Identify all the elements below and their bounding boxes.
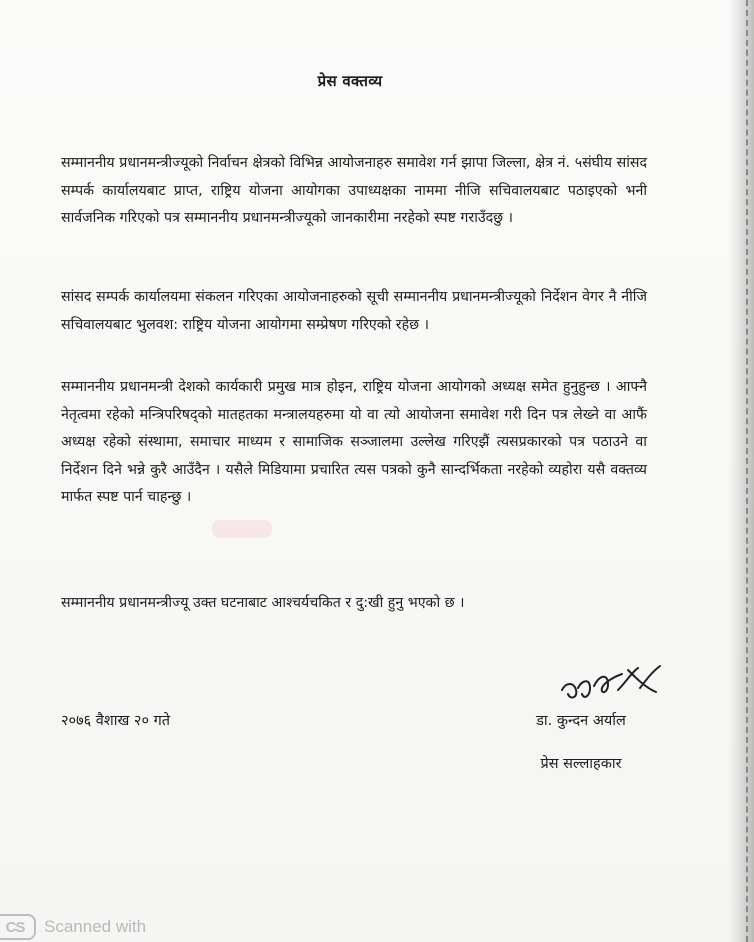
stain-mark	[212, 520, 272, 538]
document-title: प्रेस वक्तव्य	[317, 72, 383, 90]
paragraph-3: सम्माननीय प्रधानमन्त्री देशको कार्यकारी प्रमुख मात्र होइन, राष्ट्रिय योजना आयोगको अध्यक्ष समेत हुनुहुन्छ । आफ्नै नेतृत्वमा रहेको मन्त्रिपरिषद्को मातहतका मन्त्रालयहरुमा यो वा त्यो आयोजना समावेश गरी दिन पत्र लेख्ने वा आफैं अध्यक्ष रहेको संस्थामा, समाचार माध्यम र सामाजिक सञ्जालमा उल्लेख गरिएझैं त्यसप्रकारको पत्र पठाउने वा निर्देशन दिने भन्ने कुरै आउँदैन । यसैले मिडियामा प्रचारित त्यस पत्रको कुनै सान्दर्भिकता नरहेको व्यहोरा यसै वक्तव्य मार्फत स्पष्ट पार्न चाहन्छु ।	[61, 379, 647, 505]
document-date: २०७६ वैशाख २० गते	[61, 713, 171, 729]
signatory-name: डा. कुन्दन अर्याल	[536, 713, 626, 729]
paragraph-4: सम्माननीय प्रधानमन्त्रीज्यू उक्त घटनाबाट आश्चर्यचकित र दु:खी हुनु भएको छ ।	[61, 595, 465, 611]
scanner-watermark	[0, 912, 200, 942]
handwritten-signature	[556, 660, 666, 708]
page-edge-shadow	[728, 0, 754, 942]
signatory-role: प्रेस सल्लाहकार	[540, 756, 622, 772]
scanned-with-label: Scanned with	[44, 917, 147, 936]
paragraph-2: सांसद सम्पर्क कार्यालयमा संकलन गरिएका आयोजनाहरुको सूची सम्माननीय प्रधानमन्त्रीज्यूको निर्देशन वेगर नै नीजि सचिवालयबाट भुलवश: राष्ट्रिय योजना आयोगमा सम्प्रेषण गरिएको रहेछ ।	[61, 289, 647, 333]
paragraph-1: सम्माननीय प्रधानमन्त्रीज्यूको निर्वाचन क्षेत्रको विभिन्न आयोजनाहरु समावेश गर्न झापा जिल्ला, क्षेत्र नं. ५संघीय सांसद सम्पर्क कार्यालयबाट प्राप्त, राष्ट्रिय योजना आयोगका उपाध्यक्षका नाममा नीजि सचिवालयबाट पठाइएको भनी सार्वजनिक गरिएको पत्र सम्माननीय प्रधानमन्त्रीज्यूको जानकारीमा नरहेको स्पष्ट गराउँदछु ।	[61, 155, 647, 226]
camscanner-logo-icon: CS	[0, 914, 36, 940]
